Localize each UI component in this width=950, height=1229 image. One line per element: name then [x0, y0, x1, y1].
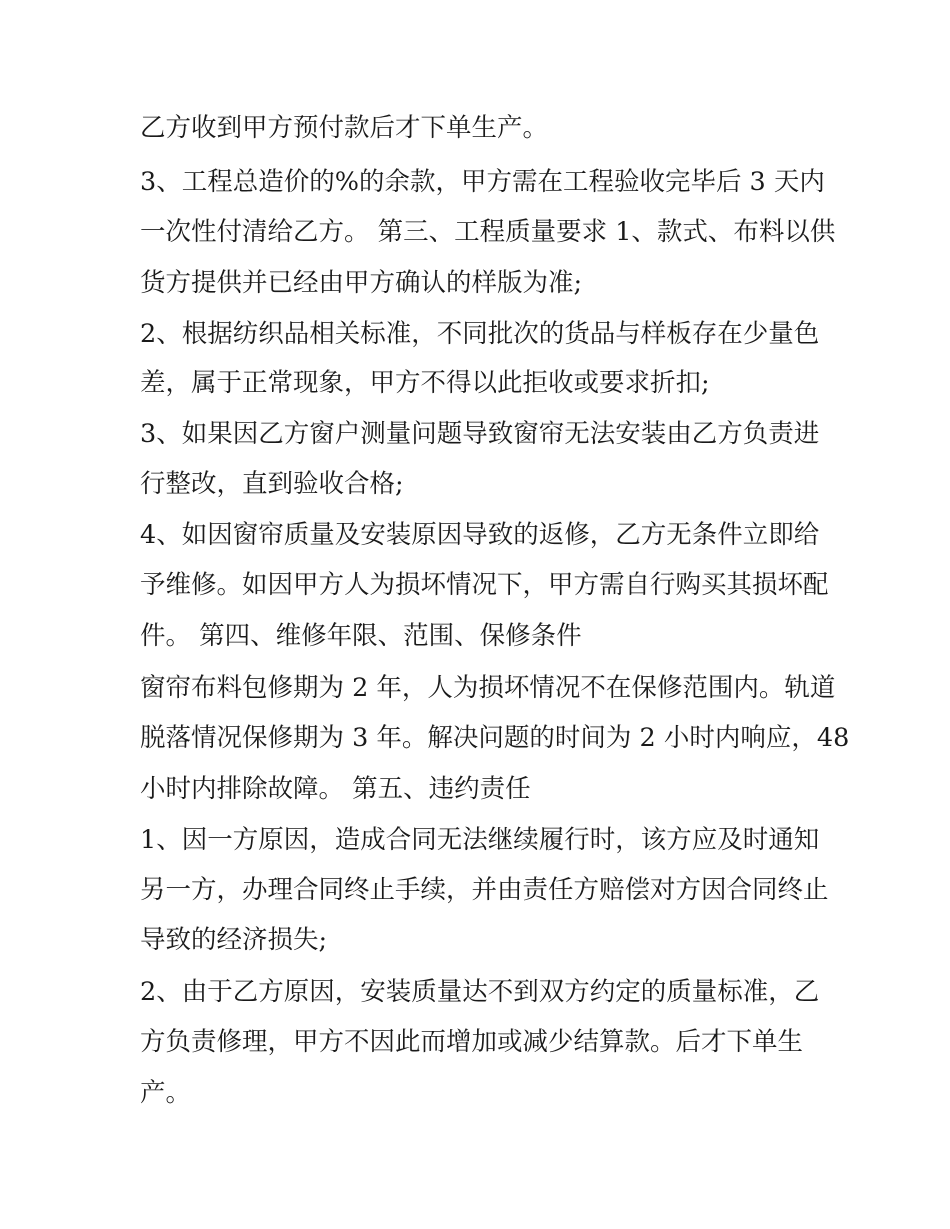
- text-line: 脱落情况保修期为 3 年。解决问题的时间为 2 小时内响应，48: [140, 723, 850, 753]
- text-line: 小时内排除故障。 第五、违约责任: [140, 774, 531, 804]
- text-line: 导致的经济损失;: [140, 925, 328, 955]
- text-line: 乙方收到甲方预付款后才下单生产。: [140, 113, 549, 143]
- text-line: 1、因一方原因，造成合同无法继续履行时，该方应及时通知: [140, 825, 820, 855]
- text-line: 窗帘布料包修期为 2 年，人为损坏情况不在保修范围内。轨道: [140, 673, 836, 703]
- text-line: 一次性付清给乙方。 第三、工程质量要求 1、款式、布料以供: [140, 217, 836, 247]
- text-line: 4、如因窗帘质量及安装原因导致的返修，乙方无条件立即给: [140, 520, 820, 550]
- text-line: 予维修。如因甲方人为损坏情况下，甲方需自行购买其损坏配: [140, 570, 829, 600]
- text-line: 方负责修理，甲方不因此而增加或减少结算款。后才下单生: [140, 1027, 804, 1057]
- text-line: 2、根据纺织品相关标准，不同批次的货品与样板存在少量色: [140, 319, 820, 349]
- text-line: 另一方，办理合同终止手续，并由责任方赔偿对方因合同终止: [140, 875, 829, 905]
- text-line: 3、工程总造价的%的余款，甲方需在工程验收完毕后 3 天内: [140, 167, 825, 197]
- text-line: 件。 第四、维修年限、范围、保修条件: [140, 621, 582, 651]
- text-line: 差，属于正常现象，甲方不得以此拒收或要求折扣;: [140, 368, 710, 398]
- text-line: 行整改，直到验收合格;: [140, 469, 404, 499]
- text-line: 2、由于乙方原因，安装质量达不到双方约定的质量标准，乙: [140, 977, 820, 1007]
- text-line: 3、如果因乙方窗户测量问题导致窗帘无法安装由乙方负责进: [140, 419, 820, 449]
- text-line: 产。: [140, 1078, 192, 1108]
- text-line: 货方提供并已经由甲方确认的样版为准;: [140, 268, 583, 298]
